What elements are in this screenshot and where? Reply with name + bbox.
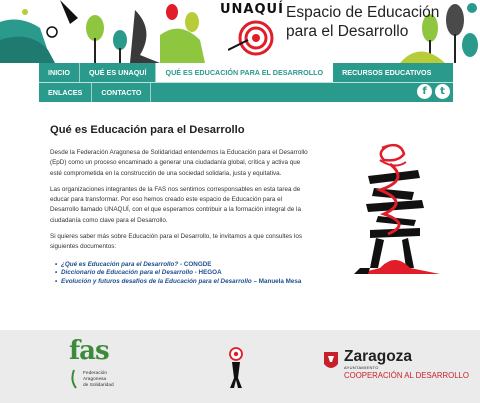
site-header: [0, 0, 480, 63]
fas-logo[interactable]: fas: [69, 336, 109, 366]
zaragoza-lion-icon: [322, 350, 340, 372]
nav-row-2: [39, 83, 151, 102]
site-title-line-1: Espacio de Educación: [286, 4, 440, 21]
nav-item-inicio[interactable]: INICIO: [39, 63, 80, 82]
unaqui-target-logo-icon: [228, 20, 276, 60]
nav-item-contacto[interactable]: CONTACTO: [92, 83, 151, 102]
stacked-figure-illustration: [340, 140, 450, 280]
intro-paragraph: Desde la Federación Aragonesa de Solidaridad entendemos la Educación para el Desarrollo (EpD) como un proceso encaminado a generar una ciudadanía global, crítica y activa que esté comprometida en la construcción de una sociedad solidaria, justa y equitativa.: [50, 149, 308, 177]
document-link-manuela-mesa[interactable]: • Evolución y futuros desafíos de la Educación para el Desarrollo – Manuela Mesa: [55, 278, 308, 287]
nav-item-enlaces[interactable]: ENLACES: [39, 83, 92, 102]
page-title: Qué es Educación para el Desarrollo: [50, 124, 245, 136]
documents-intro-paragraph: Si quieres saber más sobre Educación para el Desarrollo, te invitamos a que consultes los siguientes documentos:: [50, 233, 303, 251]
zaragoza-ayuntamiento: AYUNTAMIENTO: [344, 365, 379, 370]
logo-wordmark[interactable]: UNAQUÍ: [220, 2, 284, 17]
zaragoza-cooperacion: COOPERACIÓN AL DESARROLLO: [344, 371, 469, 380]
nav-item-recursos-educativos[interactable]: RECURSOS EDUCATIVOS: [342, 68, 432, 77]
nav-row-1: [39, 63, 440, 82]
site-title-line-2: para el Desarrollo: [286, 23, 409, 40]
main-content: [50, 124, 308, 286]
nav-item-que-es-unaqui[interactable]: QUÉ ES UNAQUÍ: [80, 63, 157, 82]
facebook-icon[interactable]: f: [417, 84, 432, 99]
site-title: [286, 3, 439, 41]
unaqui-footer-logo-icon[interactable]: [224, 344, 248, 394]
nav-item-que-es-educacion[interactable]: QUÉ ES EDUCACIÓN PARA EL DESARROLLO: [156, 63, 333, 82]
document-link-hegoa[interactable]: • Diccionario de Educación para el Desarrollo - HEGOA: [55, 269, 308, 278]
twitter-icon[interactable]: t: [435, 84, 450, 99]
site-footer: [0, 330, 480, 403]
main-navigation: [39, 63, 453, 102]
document-link-congde[interactable]: • ¿Qué es Educación para el Desarrollo? - CONGDE: [55, 261, 308, 270]
fas-paragraph: Las organizaciones integrantes de la FAS nos sentimos corresponsables en esta tarea de educar para transformar. Por eso hemos creado este espacio de Educación para el Desarrollo llamado UNAQUÍ, con el que esperamos contribuir a la formación integral de la ciudadanía como clave para el Desarrollo.: [50, 185, 301, 224]
zaragoza-logo[interactable]: Zaragoza: [344, 348, 413, 365]
fas-logo-text: Federación Aragonesa de Solidaridad: [83, 371, 114, 388]
documents-list: [50, 261, 308, 287]
